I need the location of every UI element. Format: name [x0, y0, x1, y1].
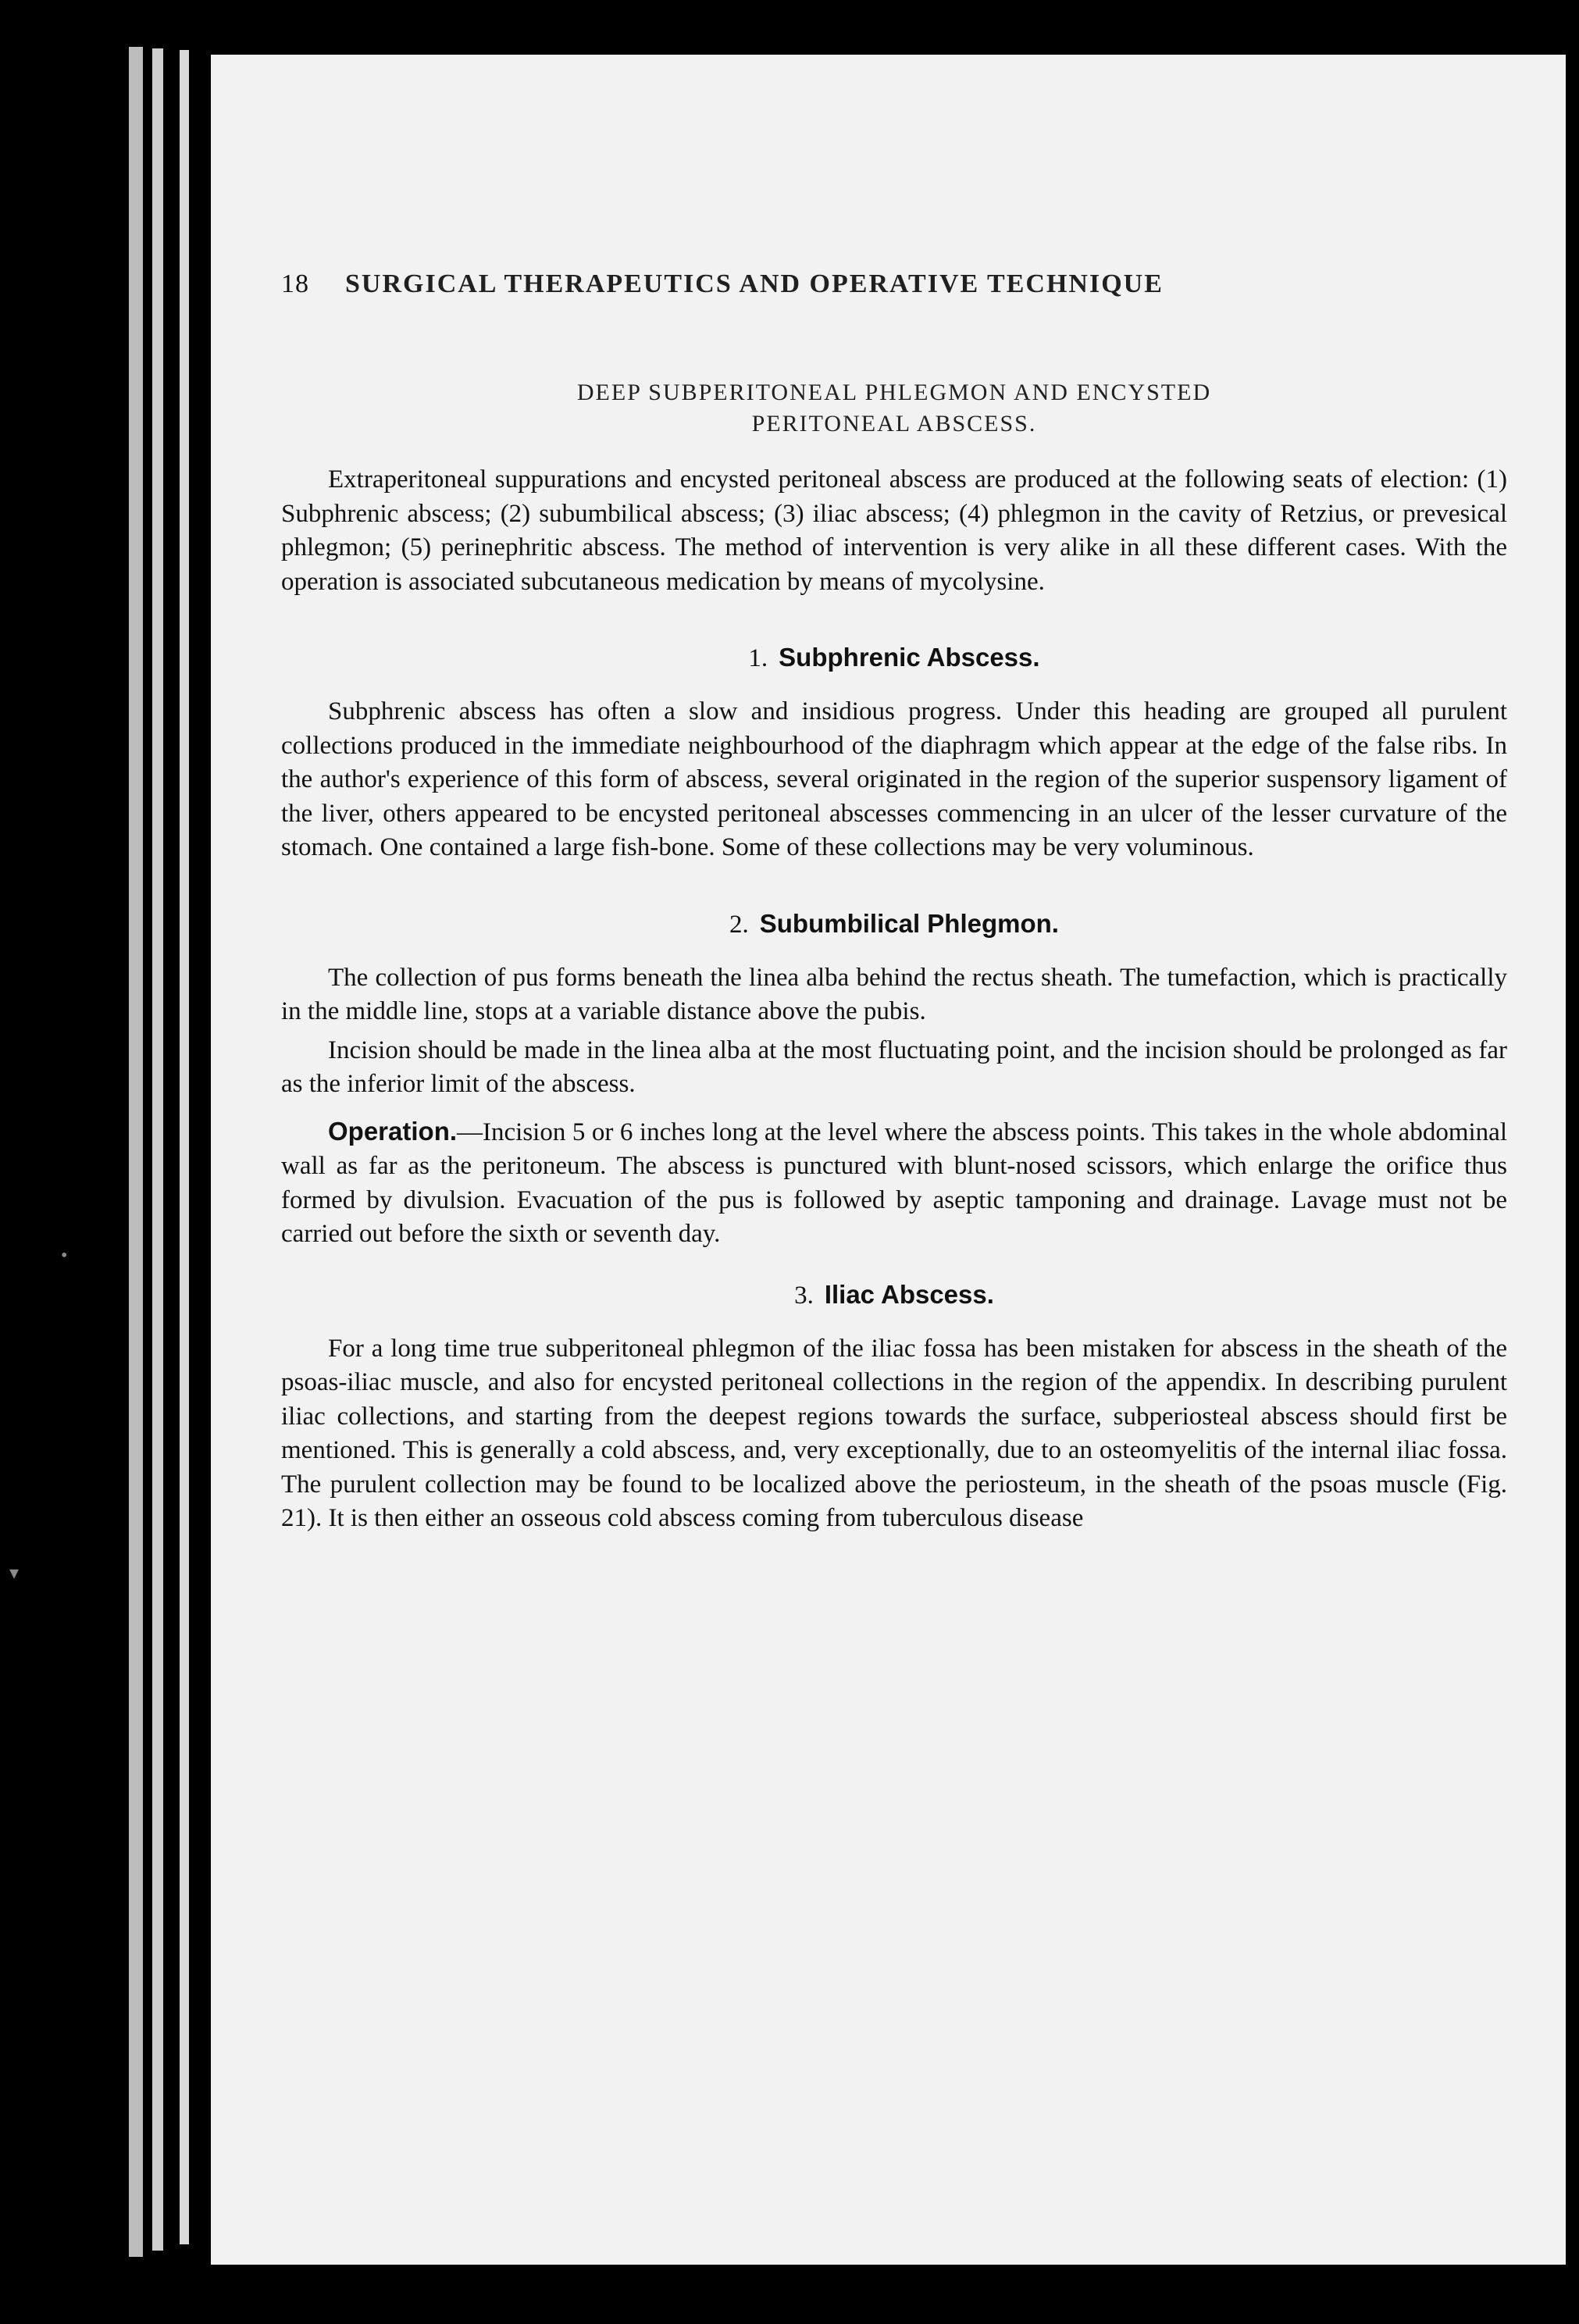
body-paragraph: The collection of pus forms beneath the linea alba behind the rectus sheath. The tumefaction, which is practically in the middle line, stops at a variable distance above the pubis. — [281, 963, 1507, 1025]
section-heading-iliac — [281, 1280, 1507, 1310]
margin-speck: • — [61, 1246, 68, 1266]
margin-speck: ▾ — [9, 1563, 20, 1584]
page-edge-shadow — [152, 48, 163, 2251]
operation-label: Operation. — [328, 1116, 458, 1146]
section-number: 1. — [748, 644, 768, 672]
page-content — [281, 269, 1507, 2066]
chapter-heading-line: PERITONEAL ABSCESS. — [751, 411, 1037, 437]
running-title: SURGICAL THERAPEUTICS AND OPERATIVE TECHNIQUE — [345, 269, 1164, 298]
section-heading-subumbilical — [281, 909, 1507, 939]
section-number: 3. — [794, 1281, 814, 1310]
section-heading-subphrenic — [281, 643, 1507, 673]
section-title: Subumbilical Phlegmon. — [759, 908, 1059, 938]
chapter-heading — [281, 377, 1507, 440]
section-number: 2. — [729, 910, 749, 939]
running-head — [281, 269, 1507, 299]
page-number: 18 — [281, 269, 309, 298]
section-title: Iliac Abscess. — [824, 1279, 994, 1309]
body-paragraph: For a long time true subperitoneal phlegmon of the iliac fossa has been mistaken for abscess in the sheath of the psoas-iliac muscle, and also for encysted peritoneal collections in the region of the appendix. In describing purulent iliac collections, and starting from the deepest regions towards the surface, subperiosteal abscess should first be mentioned. This is generally a cold abscess, and, very exceptionally, due to an osteomyelitis of the internal iliac fossa. The purulent collection may be found to be localized above the periosteum, in the sheath of the psoas muscle (Fig. 21). It is then either an osseous cold abscess coming from tuberculous disease — [281, 1334, 1507, 1532]
body-paragraph: Incision should be made in the linea alba at the most fluctuating point, and the incision should be prolonged as far as the inferior limit of the abscess. — [281, 1035, 1507, 1098]
page-edge-shadow — [180, 50, 189, 2244]
intro-paragraph: Extraperitoneal suppurations and encysted peritoneal abscess are produced at the following seats of election: (1) Subphrenic abscess; (2) subumbilical abscess; (3) iliac abscess; (4) phlegmon in the cavity of Retzius, or prevesical phlegmon; (5) perinephritic abscess. The method of intervention is very alike in all these different cases. With the operation is associated subcutaneous medication by means of mycolysine. — [281, 465, 1507, 596]
page-edge-shadow — [129, 47, 143, 2257]
operation-text: —Incision 5 or 6 inches long at the level where the abscess points. This takes in the whole abdominal wall as far as the peritoneum. The abscess is punctured with blunt-nosed scissors, which enlarge the orifice thus formed by divulsion. Evacuation of the pus is followed by aseptic tamponing and drainage. Lavage must not be carried out before the sixth or seventh day. — [281, 1117, 1507, 1248]
operation-paragraph — [281, 1114, 1507, 1252]
body-paragraph: Subphrenic abscess has often a slow and insidious progress. Under this heading are grouped all purulent collections produced in the immediate neighbourhood of the diaphragm which appear at the edge of the false ribs. In the author's experience of this form of abscess, several originated in the region of the superior suspensory ligament of the liver, others appeared to be encysted peritoneal abscesses commencing in an ulcer of the lesser curvature of the stomach. One contained a large fish-bone. Some of these collections may be very voluminous. — [281, 697, 1507, 861]
section-title: Subphrenic Abscess. — [779, 643, 1040, 672]
chapter-heading-line: DEEP SUBPERITONEAL PHLEGMON AND ENCYSTED — [576, 380, 1212, 405]
